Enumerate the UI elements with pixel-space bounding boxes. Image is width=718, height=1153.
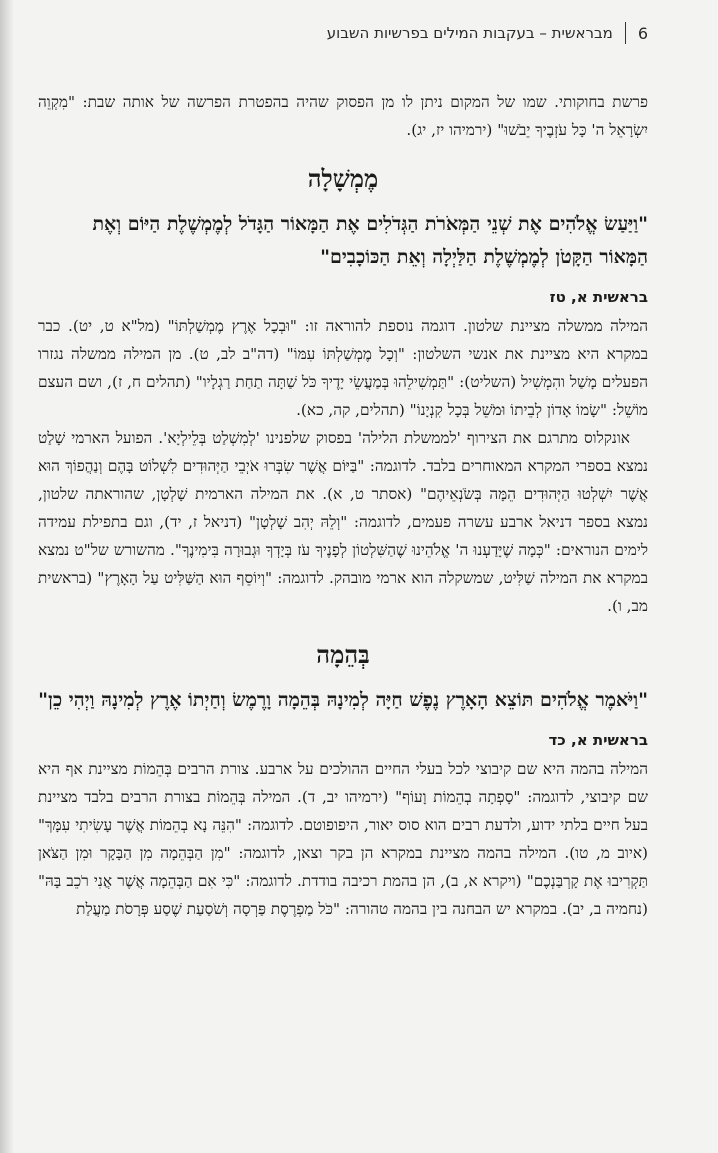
section-verse-behema: "וַיֹּאמֶר אֱלֹהִים תּוֹצֵא הָאָרֶץ נֶפֶשׁ חַיָּה לְמִינָהּ בְּהֵמָה וָרֶמֶשׂ וְחַיְתוֹ אֶרֶץ לְמִינָהּ וַיְהִי כֵן"	[38, 689, 648, 711]
page-number: 6	[637, 23, 648, 43]
body-paragraph: אונקלוס מתרגם את הצירוף 'לממשלת הלילה' בפסוק שלפנינו 'לְמִשְׁלַט בְּלֵילְיָא'. הפועל הארמי שָׁלַט נמצא בספרי המקרא המאוחרים בלבד. לדוגמה: "בַּיּוֹם אֲשֶׁר שִׂבְּרוּ אֹיְבֵי הַיְּהוּדִים לִשְׁלוֹט בָּהֶם וְנַהֲפוֹךְ הוּא אֲשֶׁר יִשְׁלְטוּ הַיְּהוּדִים הֵמָּה בְּשֹׂנְאֵיהֶם" (אסתר ט, א). את המילה הארמית שָׁלְטָן, שהוראתה שלטון, נמצא בספר דניאל ארבע עשרה פעמים, לדוגמה: "וְלֵהּ יְהִב שָׁלְטָן" (דניאל ז, יד), וגם בתפילת עמידה לימים הנוראים: "כְּמָה שֶׁיָּדַעְנוּ ה' אֱלֹהֵינוּ שֶׁהַשִּׁלְטוֹן לְפָנֶיךָ עֹז בְּיָדְךָ וּגְבוּרָה בִּימִינֶךָ". מהשורש של"ט נמצא במקרא את המילה שַׁלִּיט, שמשקלה הוא ארמי מובהק. לדוגמה: "וְיוֹסֵף הוּא הַשַּׁלִּיט עַל הָאָרֶץ" (בראשית מב, ו).	[38, 429, 648, 615]
section-verse-memshala: "וַיַּעַשׂ אֱלֹהִים אֶת שְׁנֵי הַמְּאֹרֹת הַגְּדֹלִים אֶת הַמָּאוֹר הַגָּדֹל לְמֶמְשֶׁלֶת הַיּוֹם וְאֶת הַמָּאוֹר הַקָּטֹן לְמֶמְשֶׁלֶת הַלַּיְלָה וְאֵת הַכּוֹכָבִים"	[92, 213, 648, 268]
page-gutter-shadow	[0, 0, 14, 1153]
page-content	[38, 88, 648, 923]
verse-source-behema: בראשית א, כד	[548, 731, 648, 749]
section-title-behema: בְּהֵמָה	[316, 640, 370, 669]
body-paragraph: המילה ממשלה מציינת שלטון. דוגמה נוספת להוראה זו: "וּבְכָל אֶרֶץ מֶמְשַׁלְתּוֹ" (מל"א ט, יט). כבר במקרא היא מציינת את אנשי השלטון: "וְכָל מֶמְשַׁלְתּוֹ עִמּוֹ" (דה"ב לב, ט). מן המילה ממשלה נגזרו הפעלים מָשַׁל והִמְשִׁיל (השליט): "תַּמְשִׁילֵהוּ בְּמַעֲשֵׂי יָדֶיךָ כֹּל שַׁתָּה תַחַת רַגְלָיו" (תהלים ח, ז), ושם העצם מוֹשֵׁל: "שָׂמוֹ אָדוֹן לְבֵיתוֹ וּמֹשֵׁל בְּכָל קִנְיָנוֹ" (תהלים, קה, כא).	[38, 317, 648, 419]
verse-source-memshala: בראשית א, טז	[549, 288, 648, 306]
intro-paragraph: פרשת בחוקותי. שמו של המקום ניתן לו מן הפסוק שהיה בהפטרת הפרשה של אותה שבת: "מִקְוֵה יִשְׂרָאֵל ה' כָּל עֹזְבֶיךָ יֵבֹשׁוּ" (ירמיהו יז, יג).	[38, 93, 648, 139]
running-header	[200, 22, 648, 44]
section-title-memshala: מֶמְשָׁלָה	[307, 164, 379, 193]
running-title: מבראשית – בעקבות המילים בפרשיות השבוע	[326, 24, 613, 42]
header-divider	[625, 22, 626, 44]
body-paragraph: המילה בהמה היא שם קיבוצי לכל בעלי החיים ההולכים על ארבע. צורת הרבים בְּהֵמוֹת מציינת אף היא שם קיבוצי, לדוגמה: "סָפְתָה בְהֵמוֹת וָעוֹף" (ירמיהו יב, ד). המילה בְּהֵמוֹת בצורת הרבים בלבד מציינת בעל חיים בלתי ידוע, ולדעת רבים הוא סוס יאור, היפופוטם. לדוגמה: "הִנֵּה נָא בְהֵמוֹת אֲשֶׁר עָשִׂיתִי עִמָּךְ" (איוב מ, טו). המילה בהמה מציינת במקרא הן בקר וצאן, לדוגמה: "מִן הַבְּהֵמָה מִן הַבָּקָר וּמִן הַצֹּאן תַּקְרִיבוּ אֶת קָרְבַּנְכֶם" (ויקרא א, ב), הן בהמת רכיבה בודדת. לדוגמה: "כִּי אִם הַבְּהֵמָה אֲשֶׁר אֲנִי רֹכֵב בָּהּ" (נחמיה ב, יב). במקרא יש הבחנה בין בהמה טהורה: "כֹּל מַפְרֶסֶת פַּרְסָה וְשֹׁסַעַת שֶׁסַע פְּרָסֹת מַעֲלַת	[38, 760, 648, 918]
